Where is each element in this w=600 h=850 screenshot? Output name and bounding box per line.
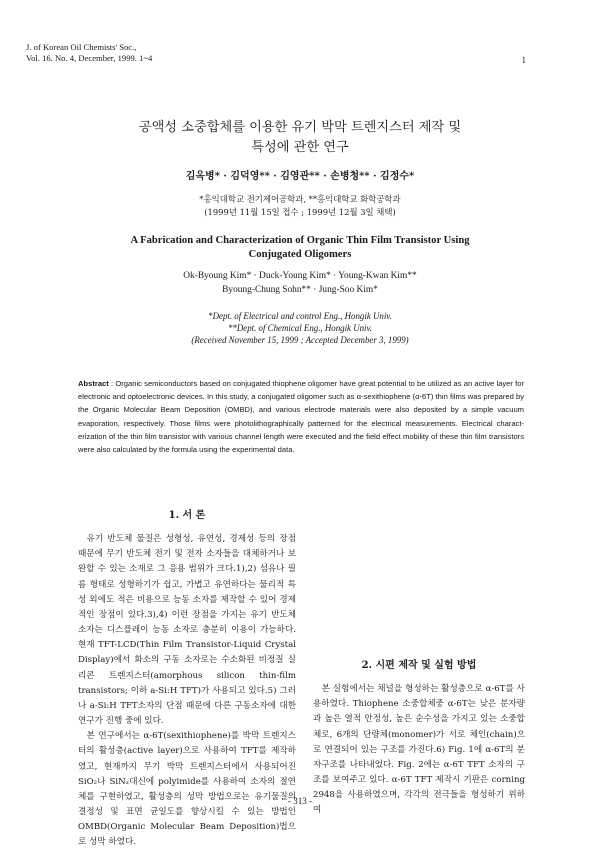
english-affiliation-line1: *Dept. of Electrical and control Eng., Hongik Univ. (208, 311, 392, 321)
korean-affiliation: *홍익대학교 전기제어공학과, **홍익대학교 화학공학과 (199, 194, 401, 204)
english-title-line2: Conjugated Oligomers (248, 249, 352, 260)
korean-title (0, 118, 600, 158)
right-column (313, 658, 525, 816)
section1-heading: 1. 서 론 (168, 510, 206, 521)
abstract-label: Abstract (78, 379, 109, 388)
page-footer-number: - 313 - (288, 796, 312, 806)
english-affiliation-line2: **Dept. of Chemical Eng., Hongik Univ. (227, 323, 373, 333)
journal-name: J. of Korean Oil Chemists' Soc., (26, 42, 137, 52)
english-title-line1: A Fabrication and Characterization of Organic Thin Film Transistor Using (130, 235, 470, 246)
left-column (78, 508, 296, 848)
english-affiliation-block (0, 310, 600, 346)
korean-authors: 김옥병* · 김덕영** · 김영관** · 손병청** · 김정수* (185, 171, 415, 182)
abstract (78, 377, 524, 456)
english-dates: (Received November 15, 1999 ; Accepted December 3, 1999) (191, 335, 409, 345)
korean-affiliation-block (0, 193, 600, 219)
page-number-top: 1 (521, 55, 526, 65)
english-authors (0, 269, 600, 297)
english-title (0, 234, 600, 262)
section1-paragraph2: 본 연구에서는 α-6T(sexithiophene)를 박막 트렌지스터의 활성층(active layer)으로 사용하여 TFT를 제작하였고, 현재까지 무기 박막 트렌지스터에서 사용되어진 SiO₂나 SiNₓ대신에 polyimide를 사용하여 소자의 절연체를 구현하였고, 활성층의 성막 방법으로는 유기물질의 결정성 및 표면 균일도를 향상시킬 수 있는 방법인 OMBD(Organic Molecular Beam Deposition)법으로 성막 하였다. (78, 731, 296, 848)
section2-paragraph1: 본 실험에서는 채널을 형성하는 활성층으로 α-6T를 사용하였다. Thiophene 소중합체중 α-6T는 낮은 분자량과 높은 열적 안정성, 높은 순수성을 가지고 있는 소중합체로, 6개의 단량체(monomer)가 서로 체인(chain)으로 연결되어 있는 구조를 가진다.6) Fig. 1에 α-6T의 분자구조를 나타내었다. Fig. 2에는 α-6T TFT 소자의 구조를 보여주고 있다. α-6T TFT 제작시 기판은 corning 2948을 사용하였으며, 각각의 전극들을 형성하기 위하여 (313, 684, 525, 816)
abstract-text: : Organic semiconductors based on conjugated thiophene oligomer have great potential to be utilized as an active layer for electronic and optoelectronic devices. In this study, a conjugated oligomer such as α-sexithiophene (α-6T) thin films was prepared by the Organic Molecular Beam Deposition (OMBD), and various electrode materials were also deposited by a simple vacuum evaporation, respectively. Those films were photolithographically patterned for the electrical measurements. Electrical charact-erization of the thin film transistor with various channel length were executed and the field effect mobility of these thin film transistors were also calculated by the formula using the experimental data. (78, 379, 524, 455)
english-authors-line2: Byoung-Chung Sohn** · Jung-Soo Kim* (222, 285, 378, 295)
journal-volume: Vol. 16. No. 4, December, 1999. 1~4 (26, 53, 153, 63)
section2-heading: 2. 시편 제작 및 실험 방법 (361, 660, 477, 671)
korean-title-line2: 특성에 관한 연구 (251, 140, 349, 155)
section1-paragraph1: 유기 반도체 물질은 성형성, 유연성, 경제성 등의 장점 때문에 무기 반도체 전기 및 전자 소자들을 대체하거나 보완할 수 있는 소재로 그 응용 범위가 크다.1),2) 섬유나 필름 형태로 성형하기가 쉽고, 가볍고 유연하다는 물리적 특성 외에도 적은 비용으로 능동 소자를 제작할 수 있어 경제적인 장점이 있다.3),4) 이런 장점을 가지는 유기 반도체 소자는 디스플레이 능동 소자로 충분히 이용이 가능하다. 현재 TFT-LCD(Thin Film Transistor-Liquid Crystal Display)에서 화소의 구동 소자로는 수소화된 비정질 실리콘 트렌지스터(amorphous silicon thin-film transistors; 이하 a-Si:H TFT)가 사용되고 있다.5) 그러나 a-Si:H TFT소자의 단점 때문에 다른 구동소자에 대한 연구가 진행 중에 있다. (78, 534, 296, 727)
korean-title-line1: 공액성 소중합체를 이용한 유기 박막 트렌지스터 제작 및 (138, 120, 462, 135)
korean-dates: (1999년 11월 15일 접수 ; 1999년 12월 3일 채택) (204, 207, 396, 217)
english-authors-line1: Ok-Byoung Kim* · Duck-Young Kim* · Young-Kwan Kim** (183, 271, 417, 281)
journal-header (26, 42, 152, 64)
